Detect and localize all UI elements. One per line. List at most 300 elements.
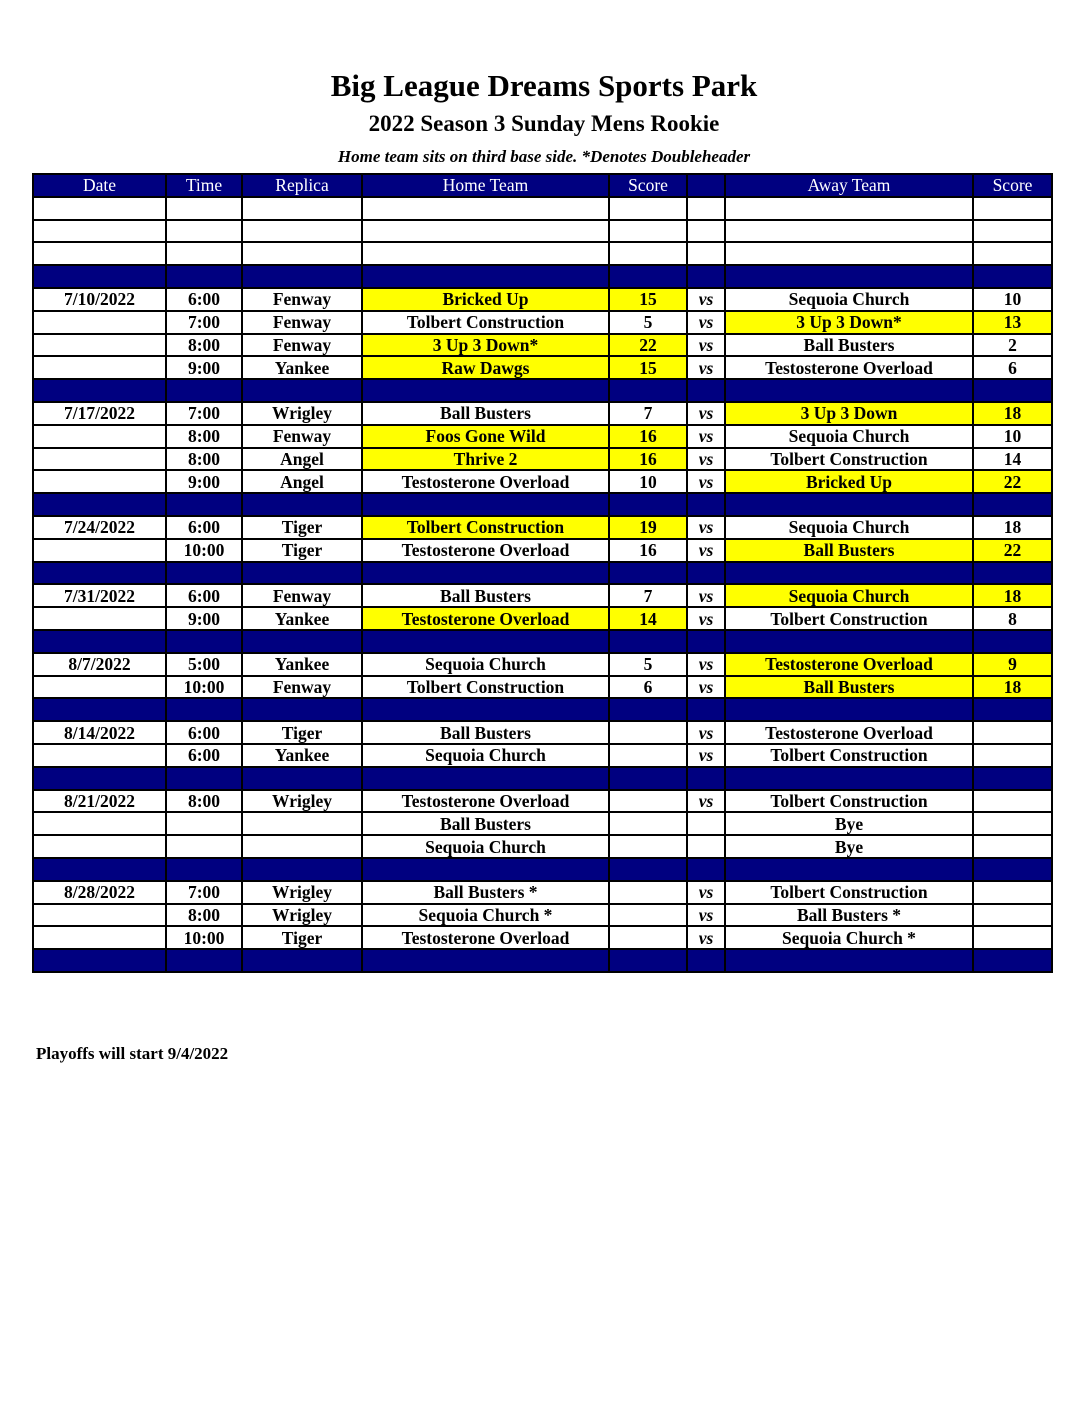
time-cell [166,220,242,243]
time-cell: 8:00 [166,448,242,471]
away-team-cell: Ball Busters [725,676,973,699]
game-row [33,676,1052,699]
away-score-cell [973,630,1052,653]
replica-cell [242,698,362,721]
replica-cell [242,242,362,265]
away-score-cell [973,562,1052,585]
home-score-cell [609,721,687,744]
home-team-cell: Sequoia Church [362,835,609,858]
vs-cell [687,197,725,220]
home-team-cell [362,493,609,516]
away-team-cell [725,242,973,265]
date-cell [33,265,166,288]
separator-row [33,562,1052,585]
away-score-cell [973,197,1052,220]
home-team-cell [362,265,609,288]
separator-row [33,493,1052,516]
home-team-cell [362,242,609,265]
date-cell [33,812,166,835]
home-team-cell: Ball Busters [362,812,609,835]
away-score-cell: 18 [973,516,1052,539]
home-team-cell: Tolbert Construction [362,676,609,699]
time-cell: 7:00 [166,402,242,425]
home-score-cell [609,630,687,653]
away-team-cell: Sequoia Church [725,425,973,448]
home-score-cell: 19 [609,516,687,539]
home-score-cell [609,835,687,858]
date-cell [33,676,166,699]
date-cell [33,630,166,653]
away-team-cell: Sequoia Church [725,288,973,311]
replica-cell [242,858,362,881]
separator-row [33,949,1052,972]
away-score-cell [973,949,1052,972]
home-score-cell [609,698,687,721]
replica-cell: Fenway [242,584,362,607]
blank-row [33,197,1052,220]
separator-row [33,698,1052,721]
home-team-cell: Bricked Up [362,288,609,311]
home-team-cell: 3 Up 3 Down* [362,334,609,357]
away-team-cell [725,698,973,721]
date-cell [33,835,166,858]
separator-row [33,630,1052,653]
playoffs-note: Playoffs will start 9/4/2022 [36,1044,229,1063]
col-header-date: Date [33,174,166,197]
away-score-cell [973,698,1052,721]
game-row [33,881,1052,904]
away-team-cell [725,630,973,653]
home-team-cell: Sequoia Church [362,744,609,767]
time-cell: 7:00 [166,881,242,904]
date-cell: 7/17/2022 [33,402,166,425]
away-score-cell: 8 [973,607,1052,630]
blank-row [33,242,1052,265]
vs-cell [687,812,725,835]
vs-cell: vs [687,926,725,949]
away-score-cell: 10 [973,425,1052,448]
game-row [33,470,1052,493]
date-cell [33,493,166,516]
game-row [33,448,1052,471]
home-score-cell [609,858,687,881]
game-row [33,835,1052,858]
time-cell: 10:00 [166,676,242,699]
away-team-cell: Testosterone Overload [725,721,973,744]
replica-cell [242,835,362,858]
away-team-cell: Tolbert Construction [725,744,973,767]
page-title: Big League Dreams Sports Park [330,68,758,103]
home-team-cell: Foos Gone Wild [362,425,609,448]
time-cell: 8:00 [166,425,242,448]
home-team-cell: Sequoia Church [362,653,609,676]
date-cell: 7/10/2022 [33,288,166,311]
time-cell: 6:00 [166,721,242,744]
home-team-cell: Sequoia Church * [362,904,609,927]
time-cell [166,562,242,585]
vs-cell: vs [687,904,725,927]
date-cell [33,858,166,881]
date-cell [33,356,166,379]
replica-cell [242,630,362,653]
time-cell: 8:00 [166,334,242,357]
home-team-cell: Testosterone Overload [362,470,609,493]
game-row [33,516,1052,539]
away-team-cell [725,220,973,243]
replica-cell [242,949,362,972]
home-score-cell [609,379,687,402]
col-header-time: Time [166,174,242,197]
replica-cell: Angel [242,470,362,493]
vs-cell [687,630,725,653]
away-team-cell: Sequoia Church [725,584,973,607]
game-row [33,904,1052,927]
away-score-cell [973,881,1052,904]
time-cell [166,197,242,220]
vs-cell: vs [687,881,725,904]
home-team-cell [362,630,609,653]
replica-cell: Wrigley [242,790,362,813]
away-team-cell: Ball Busters * [725,904,973,927]
time-cell [166,835,242,858]
home-team-cell: Tolbert Construction [362,311,609,334]
vs-cell: vs [687,790,725,813]
home-score-cell: 5 [609,653,687,676]
date-cell [33,767,166,790]
separator-row [33,265,1052,288]
col-header-vs [687,174,725,197]
away-team-cell: 3 Up 3 Down [725,402,973,425]
date-cell [33,242,166,265]
time-cell: 9:00 [166,356,242,379]
replica-cell: Tiger [242,926,362,949]
home-team-cell: Testosterone Overload [362,607,609,630]
away-team-cell [725,379,973,402]
home-team-cell: Testosterone Overload [362,539,609,562]
home-team-cell [362,698,609,721]
replica-cell [242,767,362,790]
vs-cell [687,835,725,858]
vs-cell [687,265,725,288]
vs-cell: vs [687,402,725,425]
time-cell [166,630,242,653]
away-score-cell: 10 [973,288,1052,311]
away-team-cell: Tolbert Construction [725,448,973,471]
vs-cell: vs [687,448,725,471]
vs-cell: vs [687,356,725,379]
away-team-cell: Tolbert Construction [725,881,973,904]
game-row [33,402,1052,425]
away-score-cell [973,926,1052,949]
vs-cell: vs [687,334,725,357]
date-cell [33,562,166,585]
replica-cell [242,812,362,835]
date-cell: 7/24/2022 [33,516,166,539]
date-cell [33,744,166,767]
col-header-away-score: Score [973,174,1052,197]
game-row [33,311,1052,334]
header-row [33,174,1052,197]
home-score-cell [609,812,687,835]
away-team-cell: Tolbert Construction [725,607,973,630]
game-row [33,584,1052,607]
away-score-cell [973,812,1052,835]
replica-cell: Fenway [242,311,362,334]
date-cell [33,425,166,448]
game-row [33,812,1052,835]
game-row [33,790,1052,813]
away-score-cell [973,220,1052,243]
away-score-cell [973,721,1052,744]
home-score-cell [609,197,687,220]
away-score-cell: 2 [973,334,1052,357]
home-score-cell: 16 [609,425,687,448]
game-row [33,653,1052,676]
home-team-cell [362,858,609,881]
replica-cell [242,493,362,516]
replica-cell [242,197,362,220]
away-score-cell [973,904,1052,927]
vs-cell [687,698,725,721]
home-team-cell: Testosterone Overload [362,926,609,949]
away-team-cell [725,767,973,790]
away-score-cell: 9 [973,653,1052,676]
home-score-cell: 15 [609,356,687,379]
date-cell [33,379,166,402]
home-score-cell [609,767,687,790]
away-score-cell: 18 [973,584,1052,607]
separator-row [33,379,1052,402]
replica-cell [242,265,362,288]
home-score-cell [609,881,687,904]
time-cell: 5:00 [166,653,242,676]
time-cell: 9:00 [166,470,242,493]
vs-cell [687,242,725,265]
home-score-cell [609,242,687,265]
time-cell [166,493,242,516]
replica-cell: Wrigley [242,402,362,425]
schedule-note: Home team sits on third base side. *Denotes Doubleheader [337,147,751,166]
vs-cell [687,220,725,243]
home-score-cell [609,904,687,927]
vs-cell: vs [687,721,725,744]
away-team-cell: Sequoia Church [725,516,973,539]
home-score-cell [609,562,687,585]
time-cell [166,812,242,835]
away-score-cell [973,767,1052,790]
game-row [33,926,1052,949]
replica-cell: Yankee [242,607,362,630]
replica-cell: Yankee [242,356,362,379]
game-row [33,356,1052,379]
vs-cell: vs [687,425,725,448]
time-cell [166,242,242,265]
game-row [33,721,1052,744]
replica-cell [242,379,362,402]
vs-cell [687,949,725,972]
vs-cell: vs [687,607,725,630]
away-team-cell: Bye [725,812,973,835]
time-cell [166,698,242,721]
col-header-replica: Replica [242,174,362,197]
away-team-cell: Testosterone Overload [725,653,973,676]
home-score-cell [609,265,687,288]
date-cell: 8/14/2022 [33,721,166,744]
away-score-cell: 18 [973,676,1052,699]
time-cell: 8:00 [166,790,242,813]
col-header-home-score: Score [609,174,687,197]
away-team-cell: Bye [725,835,973,858]
time-cell [166,858,242,881]
vs-cell: vs [687,539,725,562]
time-cell [166,767,242,790]
vs-cell: vs [687,288,725,311]
schedule-body [33,197,1052,972]
time-cell: 6:00 [166,288,242,311]
home-score-cell: 22 [609,334,687,357]
home-team-cell: Ball Busters [362,721,609,744]
away-team-cell [725,562,973,585]
time-cell [166,949,242,972]
home-score-cell [609,949,687,972]
away-team-cell [725,858,973,881]
away-score-cell [973,242,1052,265]
time-cell [166,265,242,288]
replica-cell: Tiger [242,516,362,539]
home-team-cell: Ball Busters [362,584,609,607]
date-cell: 8/28/2022 [33,881,166,904]
date-cell [33,926,166,949]
home-team-cell [362,562,609,585]
replica-cell: Tiger [242,721,362,744]
game-row [33,425,1052,448]
home-score-cell: 6 [609,676,687,699]
replica-cell: Wrigley [242,904,362,927]
away-score-cell: 14 [973,448,1052,471]
date-cell [33,197,166,220]
time-cell: 8:00 [166,904,242,927]
away-score-cell [973,744,1052,767]
home-score-cell [609,926,687,949]
away-team-cell [725,197,973,220]
date-cell [33,949,166,972]
vs-cell: vs [687,584,725,607]
date-cell [33,220,166,243]
game-row [33,288,1052,311]
away-score-cell: 18 [973,402,1052,425]
vs-cell: vs [687,470,725,493]
home-score-cell: 7 [609,584,687,607]
home-team-cell [362,949,609,972]
home-team-cell [362,197,609,220]
game-row [33,539,1052,562]
home-score-cell [609,220,687,243]
home-team-cell [362,220,609,243]
replica-cell: Angel [242,448,362,471]
separator-row [33,767,1052,790]
away-score-cell [973,265,1052,288]
date-cell: 8/7/2022 [33,653,166,676]
vs-cell: vs [687,516,725,539]
time-cell: 10:00 [166,926,242,949]
col-header-away-team: Away Team [725,174,973,197]
time-cell [166,379,242,402]
separator-row [33,858,1052,881]
page-subtitle: 2022 Season 3 Sunday Mens Rookie [368,111,720,136]
replica-cell: Fenway [242,425,362,448]
away-team-cell: Ball Busters [725,334,973,357]
away-score-cell: 22 [973,470,1052,493]
vs-cell [687,767,725,790]
replica-cell [242,562,362,585]
away-score-cell [973,493,1052,516]
date-cell: 8/21/2022 [33,790,166,813]
home-team-cell [362,767,609,790]
away-team-cell: Sequoia Church * [725,926,973,949]
date-cell [33,334,166,357]
home-score-cell: 15 [609,288,687,311]
away-team-cell [725,265,973,288]
replica-cell: Fenway [242,288,362,311]
away-team-cell: Bricked Up [725,470,973,493]
home-score-cell [609,790,687,813]
date-cell [33,904,166,927]
date-cell: 7/31/2022 [33,584,166,607]
vs-cell [687,858,725,881]
home-score-cell: 16 [609,448,687,471]
vs-cell: vs [687,676,725,699]
date-cell [33,448,166,471]
game-row [33,334,1052,357]
away-team-cell [725,949,973,972]
replica-cell: Tiger [242,539,362,562]
home-team-cell: Ball Busters * [362,881,609,904]
home-team-cell: Tolbert Construction [362,516,609,539]
vs-cell [687,493,725,516]
game-row [33,744,1052,767]
time-cell: 7:00 [166,311,242,334]
home-score-cell: 10 [609,470,687,493]
home-score-cell: 14 [609,607,687,630]
date-cell [33,698,166,721]
date-cell [33,607,166,630]
home-score-cell [609,493,687,516]
away-team-cell: 3 Up 3 Down* [725,311,973,334]
game-row [33,607,1052,630]
away-score-cell [973,790,1052,813]
schedule-table [32,173,1053,973]
time-cell: 6:00 [166,516,242,539]
vs-cell: vs [687,311,725,334]
away-score-cell [973,379,1052,402]
home-team-cell [362,379,609,402]
date-cell [33,470,166,493]
vs-cell: vs [687,653,725,676]
home-score-cell: 7 [609,402,687,425]
home-team-cell: Ball Busters [362,402,609,425]
away-team-cell: Testosterone Overload [725,356,973,379]
home-score-cell: 16 [609,539,687,562]
vs-cell [687,562,725,585]
away-team-cell: Ball Busters [725,539,973,562]
home-team-cell: Thrive 2 [362,448,609,471]
home-team-cell: Raw Dawgs [362,356,609,379]
vs-cell [687,379,725,402]
blank-row [33,220,1052,243]
home-score-cell [609,744,687,767]
replica-cell: Yankee [242,653,362,676]
replica-cell: Yankee [242,744,362,767]
